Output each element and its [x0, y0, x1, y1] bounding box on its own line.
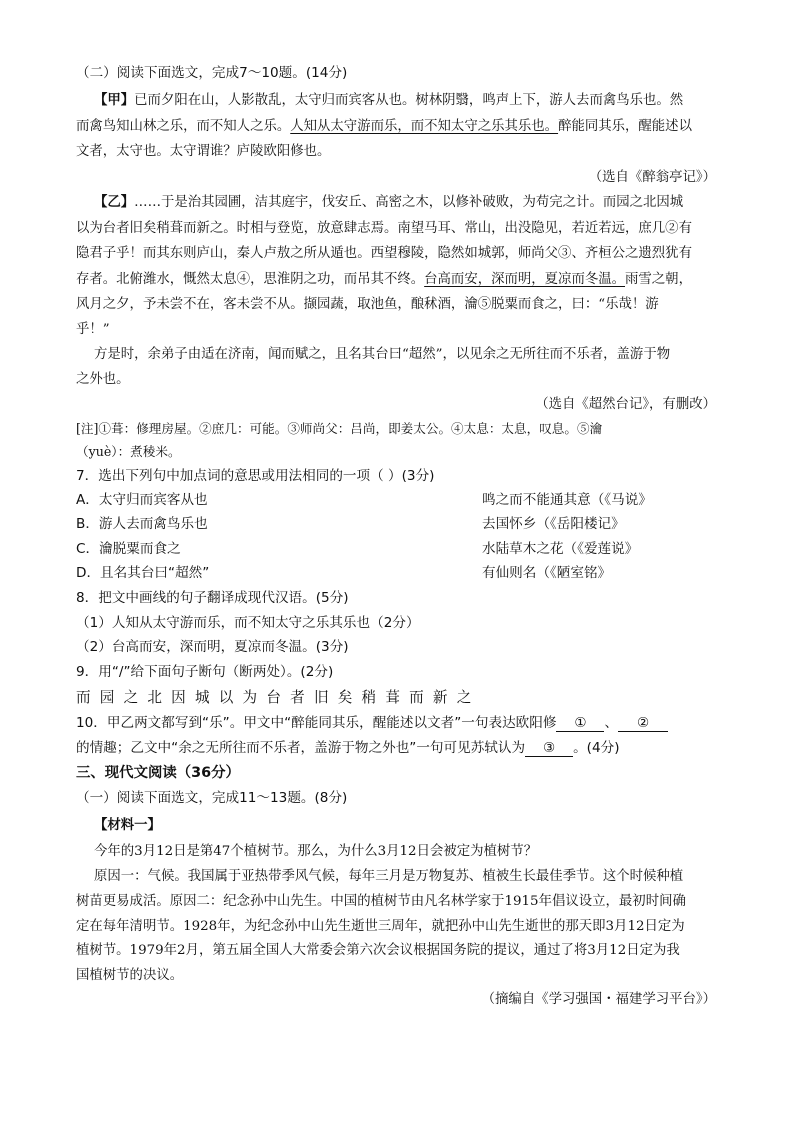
material-paragraph-2-line-3: 定在每年清明节。1928年，为纪念孙中山先生逝世三周年，就把孙中山先生逝世的那天即3月12日定为 [76, 919, 685, 934]
answer-blank-2[interactable]: ② [618, 716, 668, 732]
underlined-sentence: 人知从太守游而乐，而不知太守之乐其乐也。 [290, 119, 559, 134]
question-7-option-a: A．太守归而宾客从也 鸣之而不能通其意（《马说》 [76, 492, 652, 508]
passage-jia-line-2: 而禽鸟知山林之乐，而不知人之乐。人知从太守游而乐，而不知太守之乐其乐也。醉能同其乐，醒能述以 [76, 119, 692, 134]
passage-jia-line-3: 文者，太守也。太守谓谁？庐陵欧阳修也。 [76, 144, 331, 159]
question-10-line-1: 10．甲乙两文都写到“乐”。甲文中“醉能同其乐，醒能述以文者”一句表达欧阳修 ① 、 ② [76, 716, 668, 732]
source-citation: （选自《超然台记》，有删改） [535, 397, 716, 412]
answer-blank-1[interactable]: ① [556, 716, 604, 732]
question-8-stem: 8．把文中画线的句子翻译成现代汉语。(5分) [76, 590, 349, 606]
answer-blank-3[interactable]: ③ [525, 741, 573, 757]
material-label: 【材料一】 [94, 817, 161, 833]
underlined-sentence: 台高而安，深而明，夏凉而冬温。 [424, 272, 626, 287]
passage-yi-para2-line-1: 方是时，余弟子由适在济南，闻而赋之，且名其台曰“超然”，以见余之无所往而不乐者，盖游于物 [94, 347, 671, 362]
passage-yi-line-2: 以为台者旧矣稍葺而新之。时相与登览，放意肆志焉。南望马耳、常山，出没隐见，若近若远，庶几②有 [76, 221, 692, 236]
question-7-option-b: B．游人去而禽鸟乐也 去国怀乡（《岳阳楼记》 [76, 516, 625, 532]
question-8-item-2: （2）台高而安，深而明，夏凉而冬温。(3分) [76, 639, 349, 655]
passage-jia-line-1: 【甲】已而夕阳在山，人影散乱，太守归而宾客从也。树林阴翳，鸣声上下，游人去而禽鸟乐也。然 [94, 92, 684, 108]
section-heading: （二）阅读下面选文，完成7～10题。(14分) [76, 65, 348, 81]
question-7-option-d: D．且名其台曰“超然” 有仙则名（《陋室铭》 [76, 565, 612, 581]
material-paragraph-2-line-1: 原因一：气候。我国属于亚热带季风气候，每年三月是万物复苏、植被生长最佳季节。这个时候种植 [94, 869, 684, 884]
question-9-stem: 9．用“/”给下面句子断句（断两处）。(2分) [76, 664, 334, 680]
annotation-line-1: [注]①葺：修理房屋。②庶几：可能。③师尚父：吕尚，即姜太公。④太息：太息，叹息。⑤瀹 [76, 421, 603, 436]
passage-yi-line-1: 【乙】……于是治其园圃，洁其庭宇，伐安丘、高密之木，以修补破败，为苟完之计。而园之北因城 [94, 194, 684, 210]
passage-yi-line-3: 隐君子乎！而其东则庐山，秦人卢敖之所从遁也。西望穆陵，隐然如城郭，师尚父③、齐桓公之遗烈犹有 [76, 246, 692, 261]
passage-yi-line-5: 风月之夕，予未尝不在，客未尝不从。撷园蔬，取池鱼，酿秫酒，瀹⑤脱粟而食之，曰：“乐哉！游 [76, 297, 659, 312]
material-paragraph-2-line-5: 国植树节的决议。 [76, 968, 184, 983]
question-7-stem: 7．选出下列句中加点词的意思或用法相同的一项（ ）(3分) [76, 468, 435, 484]
passage-yi-line-4: 存者。北俯潍水，慨然太息④，思淮阴之功，而吊其不终。台高而安，深而明，夏凉而冬温。雨雪之朝， [76, 272, 692, 287]
section-3-subheading: （一）阅读下面选文，完成11～13题。(8分) [76, 790, 348, 806]
question-7-option-c: C．瀹脱粟而食之 水陆草木之花（《爱莲说》 [76, 541, 639, 557]
passage-label: 【乙】 [94, 194, 135, 210]
source-citation: （摘编自《学习强国・福建学习平台》） [481, 992, 716, 1007]
material-paragraph-1: 今年的3月12日是第47个植树节。那么，为什么3月12日会被定为植树节？ [94, 844, 538, 859]
material-paragraph-2-line-4: 植树节。1979年2月，第五届全国人大常委会第六次会议根据国务院的提议，通过了将3月12日定为我 [76, 943, 680, 958]
annotation-line-2: （yuè）：煮稜米。 [76, 444, 181, 459]
passage-yi-para2-line-2: 之外也。 [76, 372, 130, 387]
question-8-item-1: （1）人知从太守游而乐，而不知太守之乐其乐也（2分） [76, 615, 420, 631]
passage-yi-line-6: 乎！” [76, 322, 110, 337]
passage-label: 【甲】 [94, 92, 135, 108]
question-10-line-2: 的情趣；乙文中“余之无所往而不乐者，盖游于物之外也”一句可见苏轼认为 ③ 。(4分) [76, 740, 620, 756]
section-3-heading: 三、现代文阅读（36分） [76, 765, 240, 781]
question-9-sentence: 而园之北因城以为台者旧矣稍葺而新之 [76, 689, 481, 706]
material-paragraph-2-line-2: 树苗更易成活。原因二：纪念孙中山先生。中国的植树节由凡名林学家于1915年倡议设立，最初时间确 [76, 894, 686, 909]
source-citation: （选自《醉翁亭记》） [588, 170, 716, 185]
